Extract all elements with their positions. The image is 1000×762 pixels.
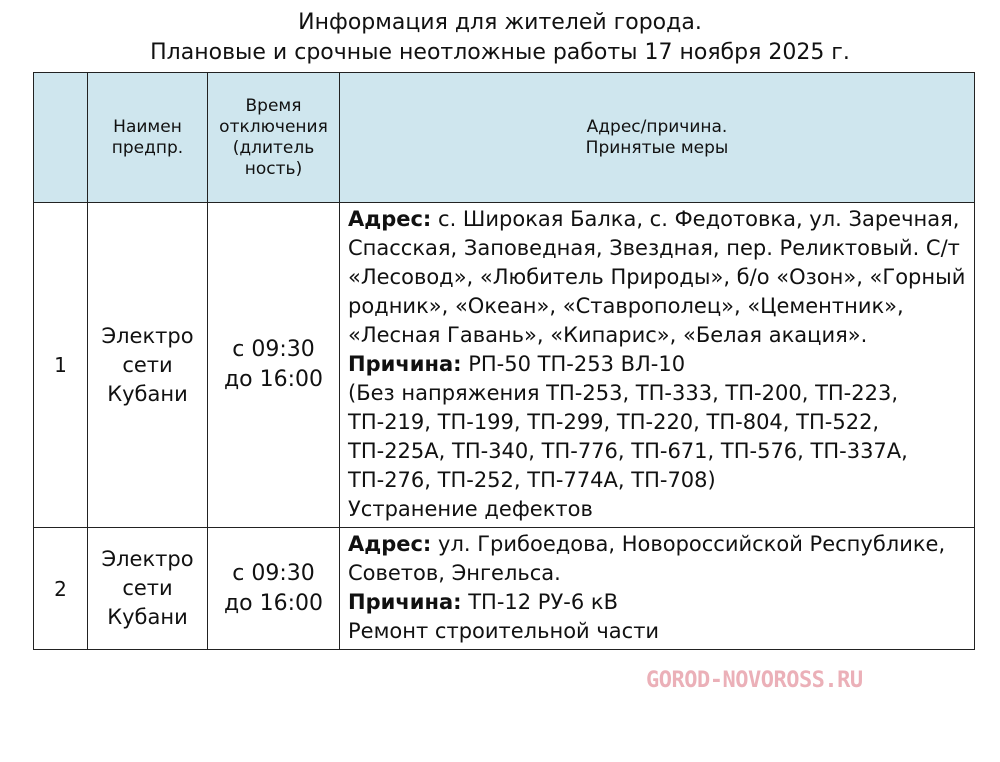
title-line-2: Плановые и срочные неотложные работы 17 ноября 2025 г. <box>150 40 850 65</box>
address-label: Адрес: <box>348 207 432 231</box>
company-name: Электро сети Кубани <box>88 203 208 528</box>
header-time: Время отключения (длитель ность) <box>208 73 340 203</box>
table-header-row <box>34 73 975 203</box>
address-cell <box>340 528 975 650</box>
outage-time: с 09:30 до 16:00 <box>208 528 340 650</box>
reason-label: Причина: <box>348 590 462 614</box>
measures-text: Устранение дефектов <box>348 497 593 521</box>
reason-label: Причина: <box>348 352 462 376</box>
site-watermark: GOROD-NOVOROSS.RU <box>646 668 863 693</box>
header-number <box>34 73 88 203</box>
table-row <box>34 203 975 528</box>
outage-time: с 09:30 до 16:00 <box>208 203 340 528</box>
table-row <box>34 528 975 650</box>
outage-table <box>33 72 975 650</box>
address-text: ул. Грибоедова, Новороссийской Республике, Советов, Энгельса. <box>348 532 946 585</box>
title-line-1: Информация для жителей города. <box>298 10 702 35</box>
reason-text: ТП-12 РУ-6 кВ <box>468 590 618 614</box>
header-company: Наимен предпр. <box>88 73 208 203</box>
header-address: Адрес/причина. Принятые меры <box>340 73 975 203</box>
address-label: Адрес: <box>348 532 432 556</box>
row-number: 2 <box>34 528 88 650</box>
reason-text: РП-50 ТП-253 ВЛ-10 <box>468 352 686 376</box>
page-title <box>0 8 1000 68</box>
measures-text: Ремонт строительной части <box>348 619 660 643</box>
detail-text: (Без напряжения ТП-253, ТП-333, ТП-200, ТП-223, ТП-219, ТП-199, ТП-299, ТП-220, ТП-804, ТП-522, ТП-225А, ТП-340, ТП-776, ТП-671, ТП-576, ТП-337А, ТП-276, ТП-252, ТП-774А, ТП-708) <box>348 381 908 492</box>
address-text: с. Широкая Балка, с. Федотовка, ул. Заречная, Спасская, Заповедная, Звездная, пер. Реликтовый. С/т «Лесовод», «Любитель Природы», б/о «Озон», «Горный родник», «Океан», «Ставрополец», «Цементник», «Лесная Гавань», «Кипарис», «Белая акация». <box>348 207 966 347</box>
address-cell <box>340 203 975 528</box>
company-name: Электро сети Кубани <box>88 528 208 650</box>
row-number: 1 <box>34 203 88 528</box>
